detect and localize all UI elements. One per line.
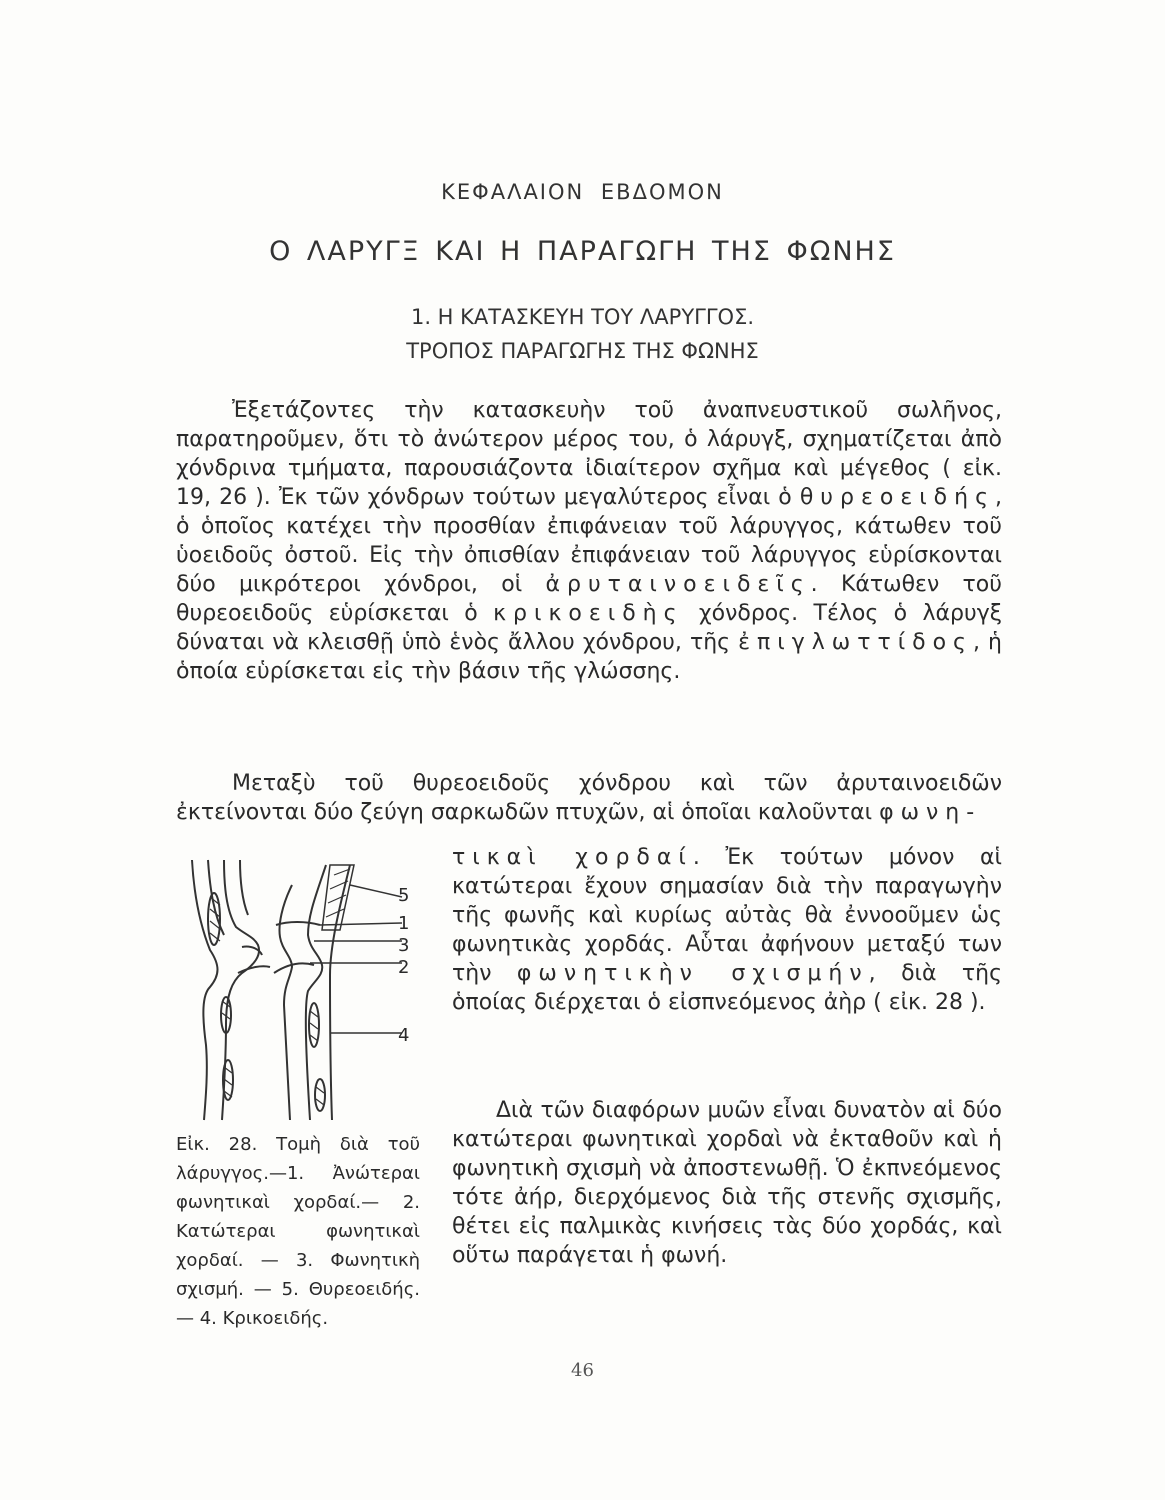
section-heading-line1: 1. Η ΚΑΤΑΣΚΕΥΗ ΤΟΥ ΛΑΡΥΓΓΟΣ. [410,305,755,329]
text-run: , διὰ τῆς ὁποίας διέρχεται ὁ εἰσπνεόμενος ἀὴρ ( εἰκ. 28 ). [452,961,1002,1015]
text-run: χόνδρος. Τέλος ὁ λάρυγξ δύναται νὰ κλεισθῇ ὑπὸ ἑνὸς ἄλλου χόνδρου, τῆς [176,601,1003,655]
term-epiglottis: ἐπιγλωττίδος [738,630,973,655]
term-thyroid: θυρεοειδής [799,485,995,510]
figure-label-1: 1 [398,913,410,934]
section-heading-line2: ΤΡΟΠΟΣ ΠΑΡΑΓΩΓΗΣ ΤΗΣ ΦΩΝΗΣ [406,339,759,363]
text-run: Μεταξὺ τοῦ θυρεοειδοῦς χόνδρου καὶ τῶν ἀρυταινοειδῶν ἐκτείνονται δύο ζεύγη σαρκωδῶν πτυχῶν, αἱ ὁποῖαι καλοῦνται [176,771,1002,825]
text-run: , ὁ ὁποῖος κατέχει τὴν προσθίαν ἐπιφάνειαν τοῦ λάρυγγος, κάτωθεν τοῦ ὑοειδοῦς ὀστοῦ. Εἰς τὴν ὀπισθίαν ἐπιφάνειαν τοῦ λάρυγγος εὑρίσκονται δύο μικρότεροι χόνδροι, οἱ [176,485,1002,597]
text-run: . Ἐκ τούτων μόνον αἱ κατώτεραι ἔχουν σημασίαν διὰ τὴν παραγωγὴν τῆς φωνῆς καὶ κυρίως αὐτὰς θὰ ἐννοοῦμεν ὡς φωνητικὰς χορδάς. Αὗται ἀφήνουν μεταξύ των τὴν [452,845,1002,986]
larynx-section-figure [180,855,430,1125]
term-arytenoid: ἀρυταινοειδεῖς [545,572,811,597]
paragraph-2-continued [452,843,1002,1017]
chapter-heading: ΚΕΦΑΛΑΙΟΝ ΕΒΔΟΜΟΝ [441,180,724,204]
figure-label-2: 2 [398,957,410,978]
term-vocal-cords-part1: φωνη- [879,800,982,825]
figure-label-3: 3 [398,935,410,956]
text-run: Ἐξετάζοντες τὴν κατασκευὴν τοῦ ἀναπνευστικοῦ σωλῆνος, παρατηροῦμεν, ὅτι τὸ ἀνώτερον μέρος του, ὁ λάρυγξ, σχηματίζεται ἀπὸ χόνδρινα τμήματα, παρουσιάζοντα ἰδιαίτερον σχῆμα καὶ μέγεθος ( εἰκ. 19, 26 ). Ἐκ τῶν χόνδρων τούτων μεγαλύτερος εἶναι ὁ [176,398,1002,510]
text-run: , ἡ ὁποία εὑρίσκεται εἰς τὴν βάσιν τῆς γλώσσης. [176,630,1002,684]
term-vocal-cords-part2: τικαὶ χορδαί [452,845,693,870]
figure-caption: Εἰκ. 28. Τομὴ διὰ τοῦ λάρυγγος.—1. Ἀνώτεραι φωνητικαὶ χορδαί.— 2. Κατώτεραι φωνητικαὶ χορδαί. — 3. Φωνητικὴ σχισμή. — 5. Θυρεοειδής. — 4. Κρικοειδής. [176,1134,420,1329]
paragraph-2-intro [176,769,1002,827]
text-run: . Κάτωθεν τοῦ θυρεοειδοῦς εὑρίσκεται ὁ [176,572,1002,626]
chapter-title: Ο ΛΑΡΥΓΞ ΚΑΙ Η ΠΑΡΑΓΩΓΗ ΤΗΣ ΦΩΝΗΣ [269,236,896,267]
figure-label-4: 4 [398,1025,410,1046]
paragraph-3-text: Διὰ τῶν διαφόρων μυῶν εἶναι δυνατὸν αἱ δύο κατώτεραι φωνητικαὶ χορδαὶ νὰ ἐκταθοῦν καὶ ἡ φωνητικὴ σχισμὴ νὰ ἀποστενωθῇ. Ὁ ἐκπνεόμενος τότε ἀήρ, διερχόμενος διὰ τῆς στενῆς σχισμῆς, θέτει εἰς παλμικὰς κινήσεις τὰς δύο χορδάς, καὶ οὕτω παράγεται ἡ φωνή. [452,1098,1002,1268]
term-glottis: φωνητικὴν σχισμήν [516,961,869,986]
section-heading [0,300,1165,368]
figure-label-5: 5 [398,885,410,906]
term-cricoid: κρικοειδὴς [493,601,684,626]
page-number: 46 [571,1360,594,1381]
paragraph-1 [176,396,1002,686]
paragraph-3 [452,1096,1002,1270]
